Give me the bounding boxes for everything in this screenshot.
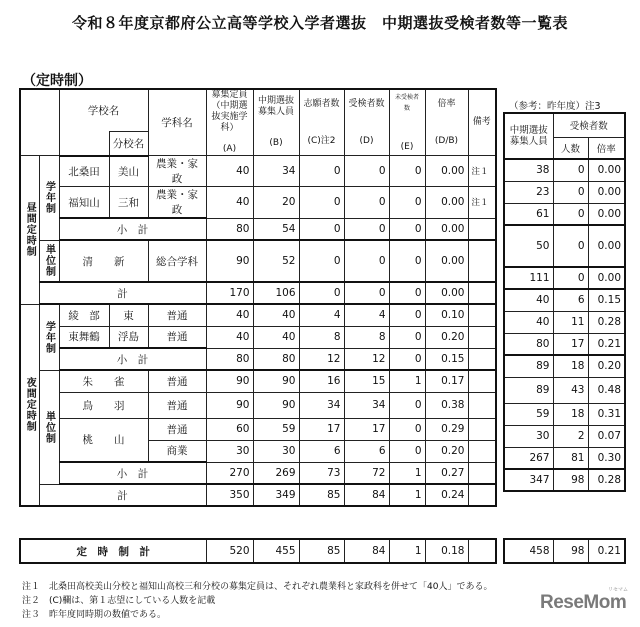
logo-kana: リセマム	[608, 587, 628, 593]
ref-cell-ratio: 0.00	[588, 181, 625, 203]
ref-row	[504, 267, 625, 289]
cell-c: 0	[299, 218, 344, 240]
cell-a: 80	[206, 348, 253, 370]
header-row-1	[20, 89, 496, 131]
cell-dept: 普通	[148, 392, 206, 418]
reference-label: （参考：昨年度）注3	[509, 101, 601, 112]
cell-ratio: 0.24	[425, 484, 468, 506]
ref-cell-ratio: 0.48	[588, 377, 625, 403]
cell-dept: 普通	[148, 370, 206, 392]
grand-total-ref-row	[504, 539, 625, 563]
ref-row	[504, 425, 625, 447]
ref-cell-count: 0	[553, 225, 588, 267]
cell-ratio: 0.15	[425, 348, 468, 370]
cell-dept: 総合学科	[148, 240, 206, 282]
cell-b: 54	[253, 218, 299, 240]
header-ratio-label: 倍率	[437, 98, 456, 109]
cell-e: 0	[389, 348, 425, 370]
header-ratio	[425, 89, 468, 156]
subtotal-row	[20, 462, 496, 484]
cell-dept: 農業・家政	[148, 156, 206, 187]
header-capacity-label: 募集定員（中期選抜実施学科）	[211, 90, 248, 133]
ref-row	[504, 181, 625, 203]
cell-e: 0	[389, 187, 425, 219]
cell-ratio: 0.27	[425, 462, 468, 484]
total-row	[20, 282, 496, 304]
cell-school: 東舞鶴	[59, 326, 109, 348]
cell-e: 0	[389, 440, 425, 462]
footnote-1: 注１ 北桑田高校美山分校と福知山高校三和分校の募集定員は、それぞれ農業科と家政科を併せて「40人」である。	[22, 582, 493, 592]
cell-remarks	[468, 539, 496, 563]
cell-remarks	[468, 326, 496, 348]
header-remarks: 備考	[468, 89, 496, 156]
cell-e: 0	[389, 326, 425, 348]
cell-dept: 農業・家政	[148, 187, 206, 219]
cell-b: 80	[253, 348, 299, 370]
ref-cell-count: 98	[553, 469, 588, 491]
cell-c: 4	[299, 304, 344, 326]
cell-c: 34	[299, 392, 344, 418]
ref-cell-ratio: 0.21	[588, 333, 625, 355]
cell-remarks	[468, 240, 496, 282]
ref-cell-count: 18	[553, 403, 588, 425]
cell-e: 0	[389, 392, 425, 418]
cell-b: 52	[253, 240, 299, 282]
cell-remarks	[468, 440, 496, 462]
section-title: （定時制）	[22, 73, 92, 89]
cell-ratio: 0.00	[425, 218, 468, 240]
table-row	[20, 370, 496, 392]
cell-ratio: 0.00	[425, 156, 468, 187]
ref-cell-recruit: 458	[504, 539, 553, 563]
cell-a: 40	[206, 156, 253, 187]
cell-c: 16	[299, 370, 344, 392]
cell-branch: 三和	[109, 187, 148, 219]
cell-e: 0	[389, 218, 425, 240]
cell-ratio: 0.38	[425, 392, 468, 418]
cell-school: 綾 部	[59, 304, 109, 326]
group-night-grade: 学年制	[39, 304, 59, 370]
cell-b: 106	[253, 282, 299, 304]
main-table	[19, 88, 497, 507]
ref-row	[504, 159, 625, 181]
header-school: 学校名	[59, 89, 148, 131]
cell-b: 20	[253, 187, 299, 219]
cell-d: 72	[344, 462, 389, 484]
ref-cell-recruit: 347	[504, 469, 553, 491]
group-day-credit: 単位制	[39, 240, 59, 282]
ref-cell-ratio: 0.28	[588, 469, 625, 491]
ref-cell-count: 43	[553, 377, 588, 403]
group-day-grade: 学年制	[39, 156, 59, 241]
footnotes	[22, 580, 492, 622]
label-total: 計	[39, 282, 206, 304]
cell-c: 0	[299, 282, 344, 304]
cell-b: 455	[253, 539, 299, 563]
ref-cell-recruit: 89	[504, 377, 553, 403]
cell-a: 350	[206, 484, 253, 506]
table-row	[20, 240, 496, 282]
cell-d: 34	[344, 392, 389, 418]
cell-ratio: 0.00	[425, 282, 468, 304]
cell-b: 90	[253, 392, 299, 418]
subtotal-row	[20, 348, 496, 370]
cell-school: 福知山	[59, 187, 109, 219]
ref-cell-recruit: 111	[504, 267, 553, 289]
ref-row	[504, 225, 625, 267]
cell-branch: 浮島	[109, 326, 148, 348]
ref-row	[504, 403, 625, 425]
label-total: 計	[39, 484, 206, 506]
header-applicants	[299, 89, 344, 156]
cell-c: 6	[299, 440, 344, 462]
ref-cell-count: 0	[553, 267, 588, 289]
ref-cell-count: 0	[553, 181, 588, 203]
cell-school: 清 新	[59, 240, 148, 282]
cell-d: 15	[344, 370, 389, 392]
cell-e: 0	[389, 304, 425, 326]
cell-branch: 東	[109, 304, 148, 326]
ref-row	[504, 469, 625, 491]
ref-header-count: 人数	[553, 137, 588, 159]
cell-ratio: 0.20	[425, 440, 468, 462]
cell-ratio: 0.17	[425, 370, 468, 392]
cell-d: 17	[344, 418, 389, 440]
header-absent-sym: (E)	[400, 142, 414, 152]
cell-ratio: 0.10	[425, 304, 468, 326]
ref-cell-ratio: 0.00	[588, 159, 625, 181]
header-recruit-sym: (B)	[269, 138, 283, 148]
cell-b: 269	[253, 462, 299, 484]
cell-c: 0	[299, 240, 344, 282]
cell-d: 0	[344, 282, 389, 304]
grand-total-ref-table	[503, 538, 626, 564]
cell-school: 鳥 羽	[59, 392, 148, 418]
cell-d: 8	[344, 326, 389, 348]
page-title: 令和８年度京都府公立高等学校入学者選抜 中期選抜受検者数等一覧表	[71, 14, 568, 32]
ref-row	[504, 203, 625, 225]
ref-cell-ratio: 0.28	[588, 311, 625, 333]
cell-a: 30	[206, 440, 253, 462]
cell-remarks	[468, 462, 496, 484]
cell-b: 40	[253, 326, 299, 348]
cell-e: 0	[389, 282, 425, 304]
header-corner	[20, 89, 59, 156]
cell-b: 30	[253, 440, 299, 462]
ref-row	[504, 377, 625, 403]
table-row	[20, 304, 496, 326]
cell-b: 349	[253, 484, 299, 506]
ref-cell-ratio: 0.00	[588, 203, 625, 225]
label-subtotal: 小 計	[59, 348, 206, 370]
cell-c: 17	[299, 418, 344, 440]
ref-row	[504, 355, 625, 377]
cell-c: 85	[299, 484, 344, 506]
label-subtotal: 小 計	[59, 218, 206, 240]
cell-e: 1	[389, 462, 425, 484]
ref-cell-ratio: 0.30	[588, 447, 625, 469]
cell-a: 170	[206, 282, 253, 304]
cell-e: 1	[389, 539, 425, 563]
ref-header-examinees: 受検者数	[553, 113, 625, 137]
ref-cell-recruit: 38	[504, 159, 553, 181]
header-dept: 学科名	[148, 89, 206, 156]
cell-remarks	[468, 282, 496, 304]
ref-cell-ratio: 0.20	[588, 355, 625, 377]
ref-cell-recruit: 40	[504, 311, 553, 333]
header-examinees-sym: (D)	[359, 135, 374, 146]
ref-cell-count: 11	[553, 311, 588, 333]
ref-cell-count: 2	[553, 425, 588, 447]
ref-cell-recruit: 50	[504, 225, 553, 267]
header-absent-label: 未受検者数	[394, 94, 419, 112]
table-row	[20, 187, 496, 219]
cell-ratio: 0.29	[425, 418, 468, 440]
cell-c: 0	[299, 187, 344, 219]
cell-ratio: 0.00	[425, 240, 468, 282]
cell-remarks	[468, 218, 496, 240]
cell-a: 40	[206, 326, 253, 348]
cell-remarks: 注１	[468, 187, 496, 219]
cell-c: 85	[299, 539, 344, 563]
header-recruit	[253, 89, 299, 156]
group-night-credit: 単位制	[39, 370, 59, 484]
header-branch: 分校名	[109, 131, 148, 155]
cell-e: 0	[389, 156, 425, 187]
ref-cell-recruit: 80	[504, 333, 553, 355]
cell-school: 桃 山	[59, 418, 148, 462]
ref-cell-count: 17	[553, 333, 588, 355]
cell-c: 8	[299, 326, 344, 348]
cell-ratio: 0.18	[425, 539, 468, 563]
cell-a: 40	[206, 304, 253, 326]
cell-branch: 美山	[109, 156, 148, 187]
header-recruit-label: 中期選抜募集人員	[257, 96, 294, 117]
cell-e: 1	[389, 370, 425, 392]
cell-dept: 商業	[148, 440, 206, 462]
cell-d: 84	[344, 539, 389, 563]
cell-d: 84	[344, 484, 389, 506]
cell-b: 90	[253, 370, 299, 392]
group-day: 昼間定時制	[20, 156, 39, 305]
cell-remarks	[468, 304, 496, 326]
header-capacity	[206, 89, 253, 156]
ref-cell-count: 6	[553, 289, 588, 311]
total-row	[20, 484, 496, 506]
ref-cell-count: 98	[553, 539, 588, 563]
ref-cell-recruit: 61	[504, 203, 553, 225]
ref-cell-count: 0	[553, 203, 588, 225]
cell-remarks	[468, 418, 496, 440]
cell-dept: 普通	[148, 326, 206, 348]
table-row	[20, 326, 496, 348]
header-absent	[389, 89, 425, 156]
header-applicants-label: 志願者数	[303, 98, 340, 109]
grand-total-row	[20, 539, 496, 563]
subtotal-row	[20, 218, 496, 240]
cell-a: 270	[206, 462, 253, 484]
cell-ratio: 0.00	[425, 187, 468, 219]
ref-cell-recruit: 40	[504, 289, 553, 311]
cell-a: 90	[206, 240, 253, 282]
cell-d: 12	[344, 348, 389, 370]
cell-e: 1	[389, 484, 425, 506]
cell-c: 73	[299, 462, 344, 484]
cell-c: 12	[299, 348, 344, 370]
cell-remarks	[468, 392, 496, 418]
cell-e: 0	[389, 240, 425, 282]
ref-cell-recruit: 89	[504, 355, 553, 377]
ref-cell-count: 0	[553, 159, 588, 181]
ref-cell-recruit: 30	[504, 425, 553, 447]
cell-b: 59	[253, 418, 299, 440]
grand-total-table	[19, 538, 497, 564]
ref-header-recruit: 中期選抜募集人員	[504, 113, 553, 159]
ref-cell-count: 81	[553, 447, 588, 469]
ref-row	[504, 447, 625, 469]
cell-remarks	[468, 370, 496, 392]
ref-cell-ratio: 0.21	[588, 539, 625, 563]
cell-b: 34	[253, 156, 299, 187]
resemom-logo: ReseMom	[540, 592, 627, 613]
header-examinees	[344, 89, 389, 156]
footnote-3: 注３ 昨年度同時期の数値である。	[22, 610, 167, 620]
cell-ratio: 0.20	[425, 326, 468, 348]
ref-header-ratio: 倍率	[588, 137, 625, 159]
ref-row	[504, 333, 625, 355]
cell-e: 0	[389, 418, 425, 440]
footnote-2: 注２ (C)欄は、第１志望にしている人数を記載	[22, 596, 216, 606]
cell-d: 4	[344, 304, 389, 326]
reference-table	[503, 112, 626, 492]
ref-cell-recruit: 59	[504, 403, 553, 425]
ref-cell-ratio: 0.00	[588, 267, 625, 289]
header-applicants-sym: (C)注2	[307, 135, 336, 146]
cell-b: 40	[253, 304, 299, 326]
cell-dept: 普通	[148, 418, 206, 440]
ref-cell-ratio: 0.07	[588, 425, 625, 447]
cell-c: 0	[299, 156, 344, 187]
header-capacity-sym: (A)	[222, 144, 237, 154]
cell-a: 60	[206, 418, 253, 440]
cell-d: 6	[344, 440, 389, 462]
table-row	[20, 418, 496, 440]
cell-d: 0	[344, 187, 389, 219]
cell-dept: 普通	[148, 304, 206, 326]
ref-cell-count: 18	[553, 355, 588, 377]
cell-a: 80	[206, 218, 253, 240]
cell-a: 40	[206, 187, 253, 219]
label-grand-total: 定 時 制 計	[20, 539, 206, 563]
ref-row	[504, 289, 625, 311]
table-row	[20, 156, 496, 187]
table-row	[20, 392, 496, 418]
cell-remarks	[468, 484, 496, 506]
label-subtotal: 小 計	[59, 462, 206, 484]
cell-d: 0	[344, 218, 389, 240]
cell-remarks	[468, 348, 496, 370]
cell-remarks: 注１	[468, 156, 496, 187]
ref-cell-ratio: 0.31	[588, 403, 625, 425]
ref-cell-recruit: 23	[504, 181, 553, 203]
cell-school: 北桑田	[59, 156, 109, 187]
ref-cell-ratio: 0.15	[588, 289, 625, 311]
cell-d: 0	[344, 240, 389, 282]
group-night: 夜間定時制	[20, 304, 39, 506]
cell-a: 90	[206, 370, 253, 392]
ref-row	[504, 311, 625, 333]
cell-a: 90	[206, 392, 253, 418]
cell-a: 520	[206, 539, 253, 563]
ref-cell-recruit: 267	[504, 447, 553, 469]
header-ratio-sym: (D/B)	[434, 135, 459, 146]
cell-d: 0	[344, 156, 389, 187]
ref-cell-ratio: 0.00	[588, 225, 625, 267]
header-examinees-label: 受検者数	[348, 98, 385, 109]
cell-school: 朱 雀	[59, 370, 148, 392]
